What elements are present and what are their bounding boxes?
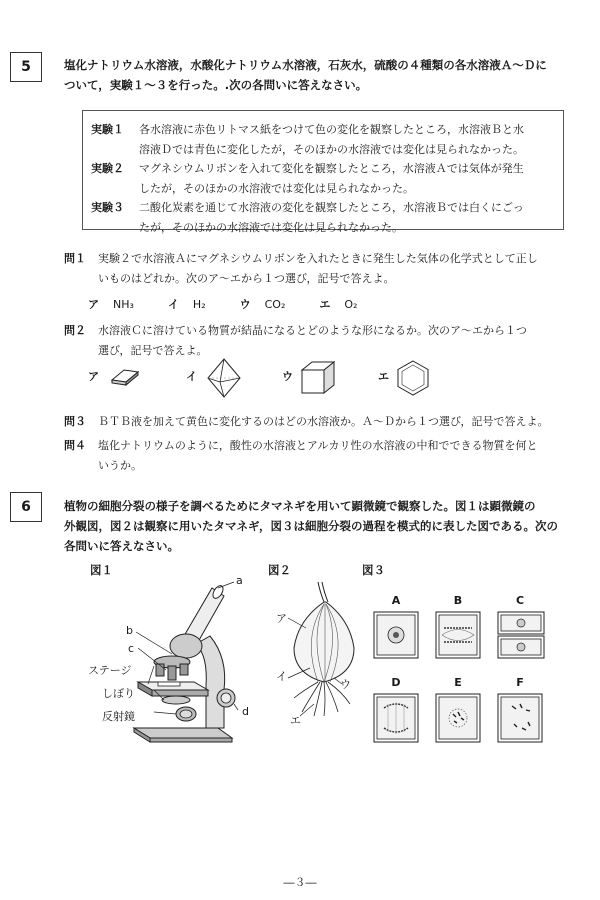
fig1-label-b: b [126, 624, 133, 637]
cell-f-chromosomes-icon [498, 694, 542, 742]
cell-d-anaphase-icon [374, 694, 418, 742]
choice-e: エ O₂ [319, 297, 358, 311]
crystal-choice-e-label: エ [378, 370, 389, 383]
cell-b-metaphase-icon [436, 612, 480, 658]
fig2-label-e: エ [290, 714, 301, 727]
fig1-label-d: d [242, 705, 249, 718]
crystal-choice-a-label: ア [88, 370, 99, 383]
fig1-label-diaphragm: しぼり [102, 687, 135, 700]
cell-label-a: A [391, 594, 401, 607]
crystal-choice-i-label: イ [186, 370, 197, 383]
fig2-label-i: イ [276, 670, 287, 683]
cell-label-b: B [453, 594, 463, 607]
figure-3-title: 図３ [362, 563, 385, 577]
fig1-label-mirror: 反射鏡 [102, 710, 135, 723]
figure-2-title: 図２ [268, 563, 291, 577]
fig1-label-a: a [236, 574, 243, 587]
figure-1-title: 図１ [90, 563, 113, 577]
question-6-intro: 植物の細胞分裂の様子を調べるためにタマネギを用いて顕微鏡で観察した。図１は顕微鏡の 外観図，図２は観察に用いたタマネギ，図３は細胞分裂の過程を模式的に表した図である。次の 各問いに答えなさい。 [64, 499, 559, 553]
cell-c-telophase-icon [498, 612, 544, 658]
fig1-label-c: c [128, 642, 135, 655]
question-5-2: 問２ 水溶液Ｃに溶けている物質が結晶になるとどのような形になるか。次のア～エから１つ 選び，記号で答えよ。 [64, 324, 527, 357]
cell-division-diagram [370, 608, 550, 748]
cell-e-prophase-icon [436, 694, 480, 742]
choice-u: ウ CO₂ [239, 297, 286, 311]
cell-label-e: E [454, 676, 462, 689]
onion-illustration [280, 578, 360, 718]
experiment-box [82, 110, 564, 234]
choice-i: イ H₂ [167, 297, 206, 311]
question-5-intro: 塩化ナトリウム水溶液，水酸化ナトリウム水溶液，石灰水，硫酸の４種類の各水溶液Ａ～Ｄに ついて，実験１～３を行った。.次の各問いに答えなさい。 [64, 58, 547, 92]
question-5-4: 問４ 塩化ナトリウムのように，酸性の水溶液とアルカリ性の水溶液の中和でできる物質を何と いうか。 [64, 439, 538, 472]
question-6-number: 6 [10, 492, 42, 522]
hexagon-crystal-icon [396, 360, 430, 396]
experiment-3: 実験３ 二酸化炭素を通じて水溶液の変化を観察したところ，水溶液Ｂでは白くにごっ たが，そのほかの水溶液では変化は見られなかった。 [91, 201, 524, 234]
experiment-2: 実験２ マグネシウムリボンを入れて変化を観察したところ，水溶液Ａでは気体が発生 したが，そのほかの水溶液では変化は見られなかった。 [91, 162, 524, 195]
cell-label-c: C [515, 594, 525, 607]
question-5-1-choices [88, 296, 391, 312]
cube-crystal-icon [300, 360, 336, 396]
experiment-1: 実験１ 各水溶液に赤色リトマス紙をつけて色の変化を観察したところ，水溶液Ｂと水 溶液Ｄでは青色に変化したが，そのほかの水溶液では変化は見られなかった。 [91, 123, 524, 156]
fig2-label-u: ウ [340, 678, 351, 691]
octahedron-crystal-icon [206, 358, 242, 398]
cell-a-interphase-icon [374, 612, 418, 658]
question-5-number: 5 [10, 52, 42, 82]
cell-label-d: D [391, 676, 401, 689]
fig2-label-a: ア [276, 612, 287, 625]
flat-plate-crystal-icon [108, 364, 140, 386]
question-5-3: 問３ ＢＴＢ液を加えて黄色に変化するのはどの水溶液か。Ａ～Ｄから１つ選び，記号で答えよ。 [64, 415, 549, 428]
cell-label-f: F [516, 676, 524, 689]
choice-a: ア NH₃ [88, 297, 134, 311]
question-5-1: 問１ 実験２で水溶液Ａにマグネシウムリボンを入れたときに発生した気体の化学式として正し いものはどれか。次のア～エから１つ選び，記号で答えよ。 [64, 252, 538, 285]
crystal-choice-u-label: ウ [282, 370, 293, 383]
page-number: ―３― [283, 876, 317, 889]
fig1-label-stage: ステージ [88, 664, 132, 677]
